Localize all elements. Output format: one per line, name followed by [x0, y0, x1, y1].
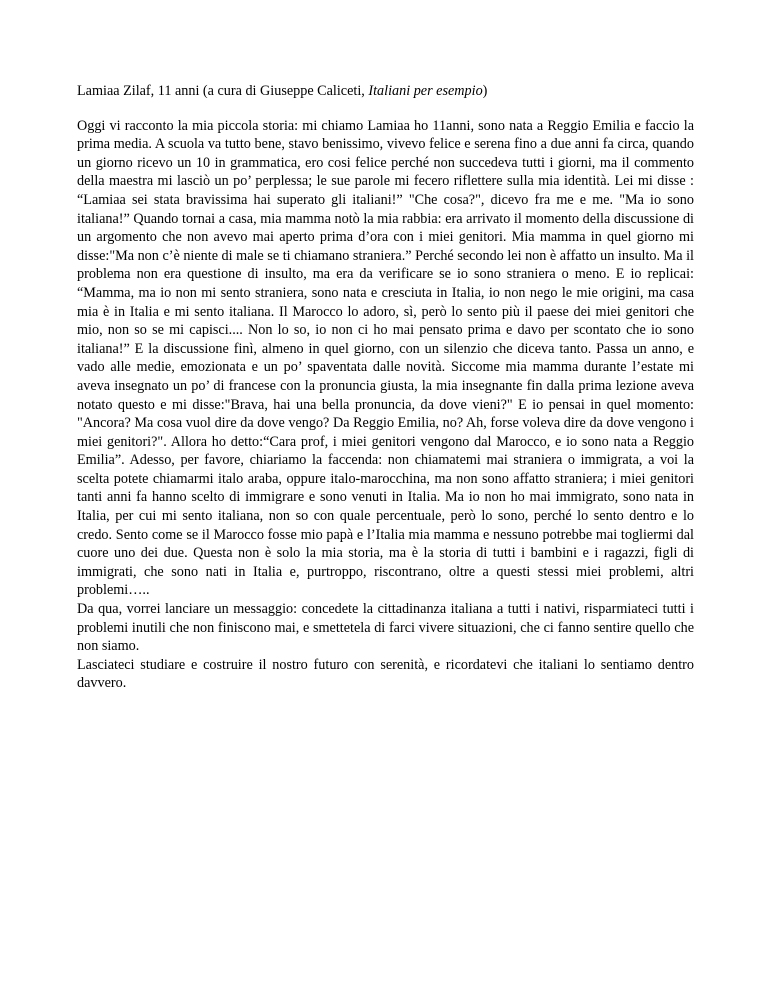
story-paragraph: Oggi vi racconto la mia piccola storia: mi chiamo Lamiaa ho 11anni, sono nata a Reggio Emilia e faccio la prima media. A scuola va tutto bene, stavo benissimo, vivevo felice e serena fino a due anni fa circa, quando un giorno ricevo un 10 in grammatica, ero cosi felice perché non succedeva tutti i giorni, ma il commento della maestra mi lasciò un po’ perplessa; le sue parole mi fecero riflettere sulla mia identità. Lei mi disse : “Lamiaa sei stata bravissima hai superato gli italiani!” "Che cosa?", dicevo fra me e me. "Ma io sono italiana!” Quando tornai a casa, mia mamma notò la mia rabbia: era arrivato il momento della discussione di un argomento che non avevo mai aperto prima d’ora con i miei genitori. Mia mamma in quel giorno mi disse:"Ma non c’è niente di male se ti chiamano straniera.” Perché secondo lei non è affatto un insulto. Ma il problema non era questione di insulto, ma era da verificare se io sono straniera o meno. E io replicai: “Mamma, ma io non mi sento straniera, sono nata e cresciuta in Italia, io non nego le mie origini, ma casa mia è in Italia e mi sento italiana. Il Marocco lo adoro, sì, però lo sento più il paese dei miei genitori che mio, non so se mi capisci.... Non lo so, io non ci ho mai pensato prima e davo per scontato che io sono italiana!” E la discussione finì, almeno in quel giorno, con un silenzio che diceva tanto. Passa un anno, e vado alle medie, emozionata e un po’ spaventata dalle novità. Siccome mia mamma durante l’estate mi aveva insegnato un po’ di francese con la pronuncia giusta, la mia insegnante fin dalla prima lezione aveva notato questo e mi disse:"Brava, hai una bella pronuncia, da dove vieni?" E io pensai in quel momento: "Ancora? Ma cosa vuol dire da dove vengo? Da Reggio Emilia, no? Ah, forse voleva dire da dove vengono i miei genitori?". Allora ho detto:“Cara prof, i miei genitori vengono dal Marocco, e io sono nata a Reggio Emilia”. Adesso, per favore, chiariamo la faccenda: non chiamatemi mai straniera o immigrata, a voi la scelta potete chiamarmi italo araba, oppure italo-marocchina, ma non sono affatto straniera; i miei genitori tanti anni fa hanno scelto di immigrare e sono venuti in Italia. Ma io non ho mai immigrato, sono nata in Italia, per cui mi sento italiana, non so con quale percentuale, però lo sono, perché lo sento dentro e lo credo. Sento come se il Marocco fosse mio papà e l’Italia mia mamma e nessuno potrebbe mai togliermi dal cuore uno dei due. Questa non è solo la mia storia, ma è la storia di tutti i bambini e i ragazzi, figli di immigrati, che sono nati in Italia e, purtroppo, riscontrano, oltre a questi stessi miei problemi, altri problemi….. — [77, 117, 694, 599]
heading-book-title: Italiani per esempio — [368, 83, 483, 99]
closing-paragraph: Lasciateci studiare e costruire il nostro futuro con serenità, e ricordatevi che italiani lo sentiamo dentro davvero. — [77, 656, 694, 692]
heading-author: Lamiaa Zilaf, 11 anni (a cura di Giuseppe Caliceti, — [77, 83, 369, 99]
document-page — [77, 82, 694, 693]
message-paragraph: Da qua, vorrei lanciare un messaggio: concedete la cittadinanza italiana a tutti i nativi, risparmiateci tutti i problemi inutili che non finiscono mai, e smettetela di farci vivere situazioni, che ci fanno sentire quello che non siamo. — [77, 601, 694, 655]
heading-close: ) — [482, 83, 488, 99]
document-heading — [77, 82, 694, 101]
